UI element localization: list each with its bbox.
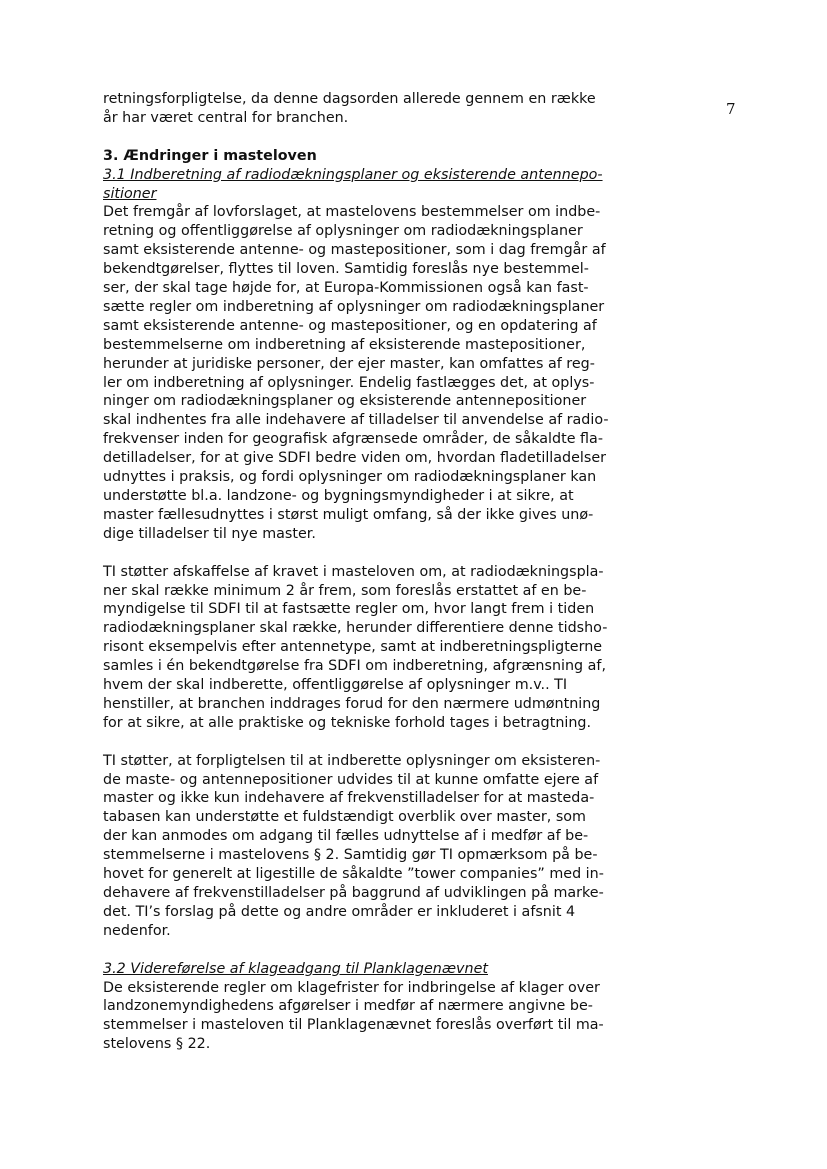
intro-paragraph [103,90,663,128]
text-line: detilladelser, for at give SDFI bedre viden om, hvordan fladetilladelser [103,450,606,467]
text-line: hvem der skal indberette, offentliggørelse af oplysninger m.v.. TI [103,677,568,694]
text-line: herunder at juridiske personer, der ejer master, kan omfattes af reg- [103,355,595,372]
text-line: 3.1 Indberetning af radiodækningsplaner og eksisterende antennepo- [103,166,603,183]
text-line: Det fremgår af lovforslaget, at mastelovens bestemmelser om indbe- [103,204,601,221]
text-line: skal indhentes fra alle indehavere af tilladelser til anvendelse af radio- [103,412,609,429]
paragraph-1 [103,203,663,543]
text-line: år har været central for branchen. [103,109,349,126]
text-line: nedenfor. [103,922,171,939]
text-line: stemmelserne i mastelovens § 2. Samtidig gør TI opmærksom på be- [103,847,598,864]
text-line: 3.2 Videreførelse af klageadgang til Planklagenævnet [103,960,488,977]
subsection-3-2-heading [103,960,663,979]
text-line: retning og offentliggørelse af oplysninger om radiodækningsplaner [103,223,583,240]
text-line: sitioner [103,185,157,202]
text-line: de maste- og antennepositioner udvides til at kunne omfatte ejere af [103,771,599,788]
paragraph-gap [103,128,663,147]
text-line: det. TI’s forslag på dette og andre områder er inkluderet i afsnit 4 [103,903,576,920]
text-line: der kan anmodes om adgang til fælles udnyttelse af i medfør af be- [103,828,589,845]
text-line: De eksisterende regler om klagefrister for indbringelse af klager over [103,979,600,996]
text-line: frekvenser inden for geografisk afgrænsede områder, de såkaldte fla- [103,431,603,448]
text-line: ninger om radiodækningsplaner og eksisterende antennepositioner [103,393,587,410]
text-line: hovet for generelt at ligestille de såkaldte ”tower companies” med in- [103,866,604,883]
text-line: radiodækningsplaner skal række, herunder differentiere denne tidsho- [103,620,608,637]
paragraph-2 [103,563,663,733]
text-line: TI støtter afskaffelse af kravet i masteloven om, at radiodækningspla- [103,563,604,580]
text-line: stelovens § 22. [103,1036,211,1053]
text-line: samles i én bekendtgørelse fra SDFI om indberetning, afgrænsning af, [103,658,606,675]
text-line: master fællesudnyttes i størst muligt omfang, så der ikke gives unø- [103,506,594,523]
paragraph-3 [103,752,663,941]
text-line: samt eksisterende antenne- og mastepositioner, og en opdatering af [103,317,597,334]
paragraph-gap [103,544,663,563]
text-line: TI støtter, at forpligtelsen til at indberette oplysninger om eksisteren- [103,752,601,769]
text-line: tabasen kan understøtte et fuldstændigt overblik over master, som [103,809,586,826]
text-line: udnyttes i praksis, og fordi oplysninger om radiodækningsplaner kan [103,469,597,486]
text-line: understøtte bl.a. landzone- og bygningsmyndigheder i at sikre, at [103,488,574,505]
text-line: samt eksisterende antenne- og mastepositioner, som i dag fremgår af [103,242,606,259]
text-line: bekendtgørelser, flyttes til loven. Samtidig foreslås nye bestemmel- [103,261,589,278]
text-line: ser, der skal tage højde for, at Europa-Kommissionen også kan fast- [103,280,589,297]
text-line: sætte regler om indberetning af oplysninger om radiodækningsplaner [103,298,605,315]
text-line: master og ikke kun indehavere af frekvenstilladelser for at masteda- [103,790,595,807]
paragraph-gap [103,941,663,960]
text-line: risont eksempelvis efter antennetype, samt at indberetningspligterne [103,639,603,656]
text-line: landzonemyndighedens afgørelser i medfør af nærmere angivne be- [103,998,593,1015]
text-line: dehavere af frekvenstilladelser på baggrund af udviklingen på marke- [103,885,604,902]
text-line: retningsforpligtelse, da denne dagsorden allerede gennem en række [103,91,596,107]
text-line: bestemmelserne om indberetning af eksisterende mastepositioner, [103,336,586,353]
text-line: stemmelser i masteloven til Planklagenævnet foreslås overført til ma- [103,1017,604,1034]
text-line: dige tilladelser til nye master. [103,525,316,542]
text-line: for at sikre, at alle praktiske og tekniske forhold tages i betragtning. [103,714,592,731]
text-line: ler om indberetning af oplysninger. Endelig fastlægges det, at oplys- [103,374,595,391]
page-number: 7 [726,100,736,118]
text-line: myndigelse til SDFI til at fastsætte regler om, hvor langt frem i tiden [103,601,595,618]
section-3-heading: 3. Ændringer i masteloven [103,147,317,164]
paragraph-gap [103,733,663,752]
paragraph-4 [103,979,663,1055]
subsection-3-1-heading [103,166,663,204]
text-line: ner skal række minimum 2 år frem, som foreslås erstattet af en be- [103,582,587,599]
document-body [103,90,663,1054]
text-line: henstiller, at branchen inddrages forud for den nærmere udmøntning [103,695,601,712]
